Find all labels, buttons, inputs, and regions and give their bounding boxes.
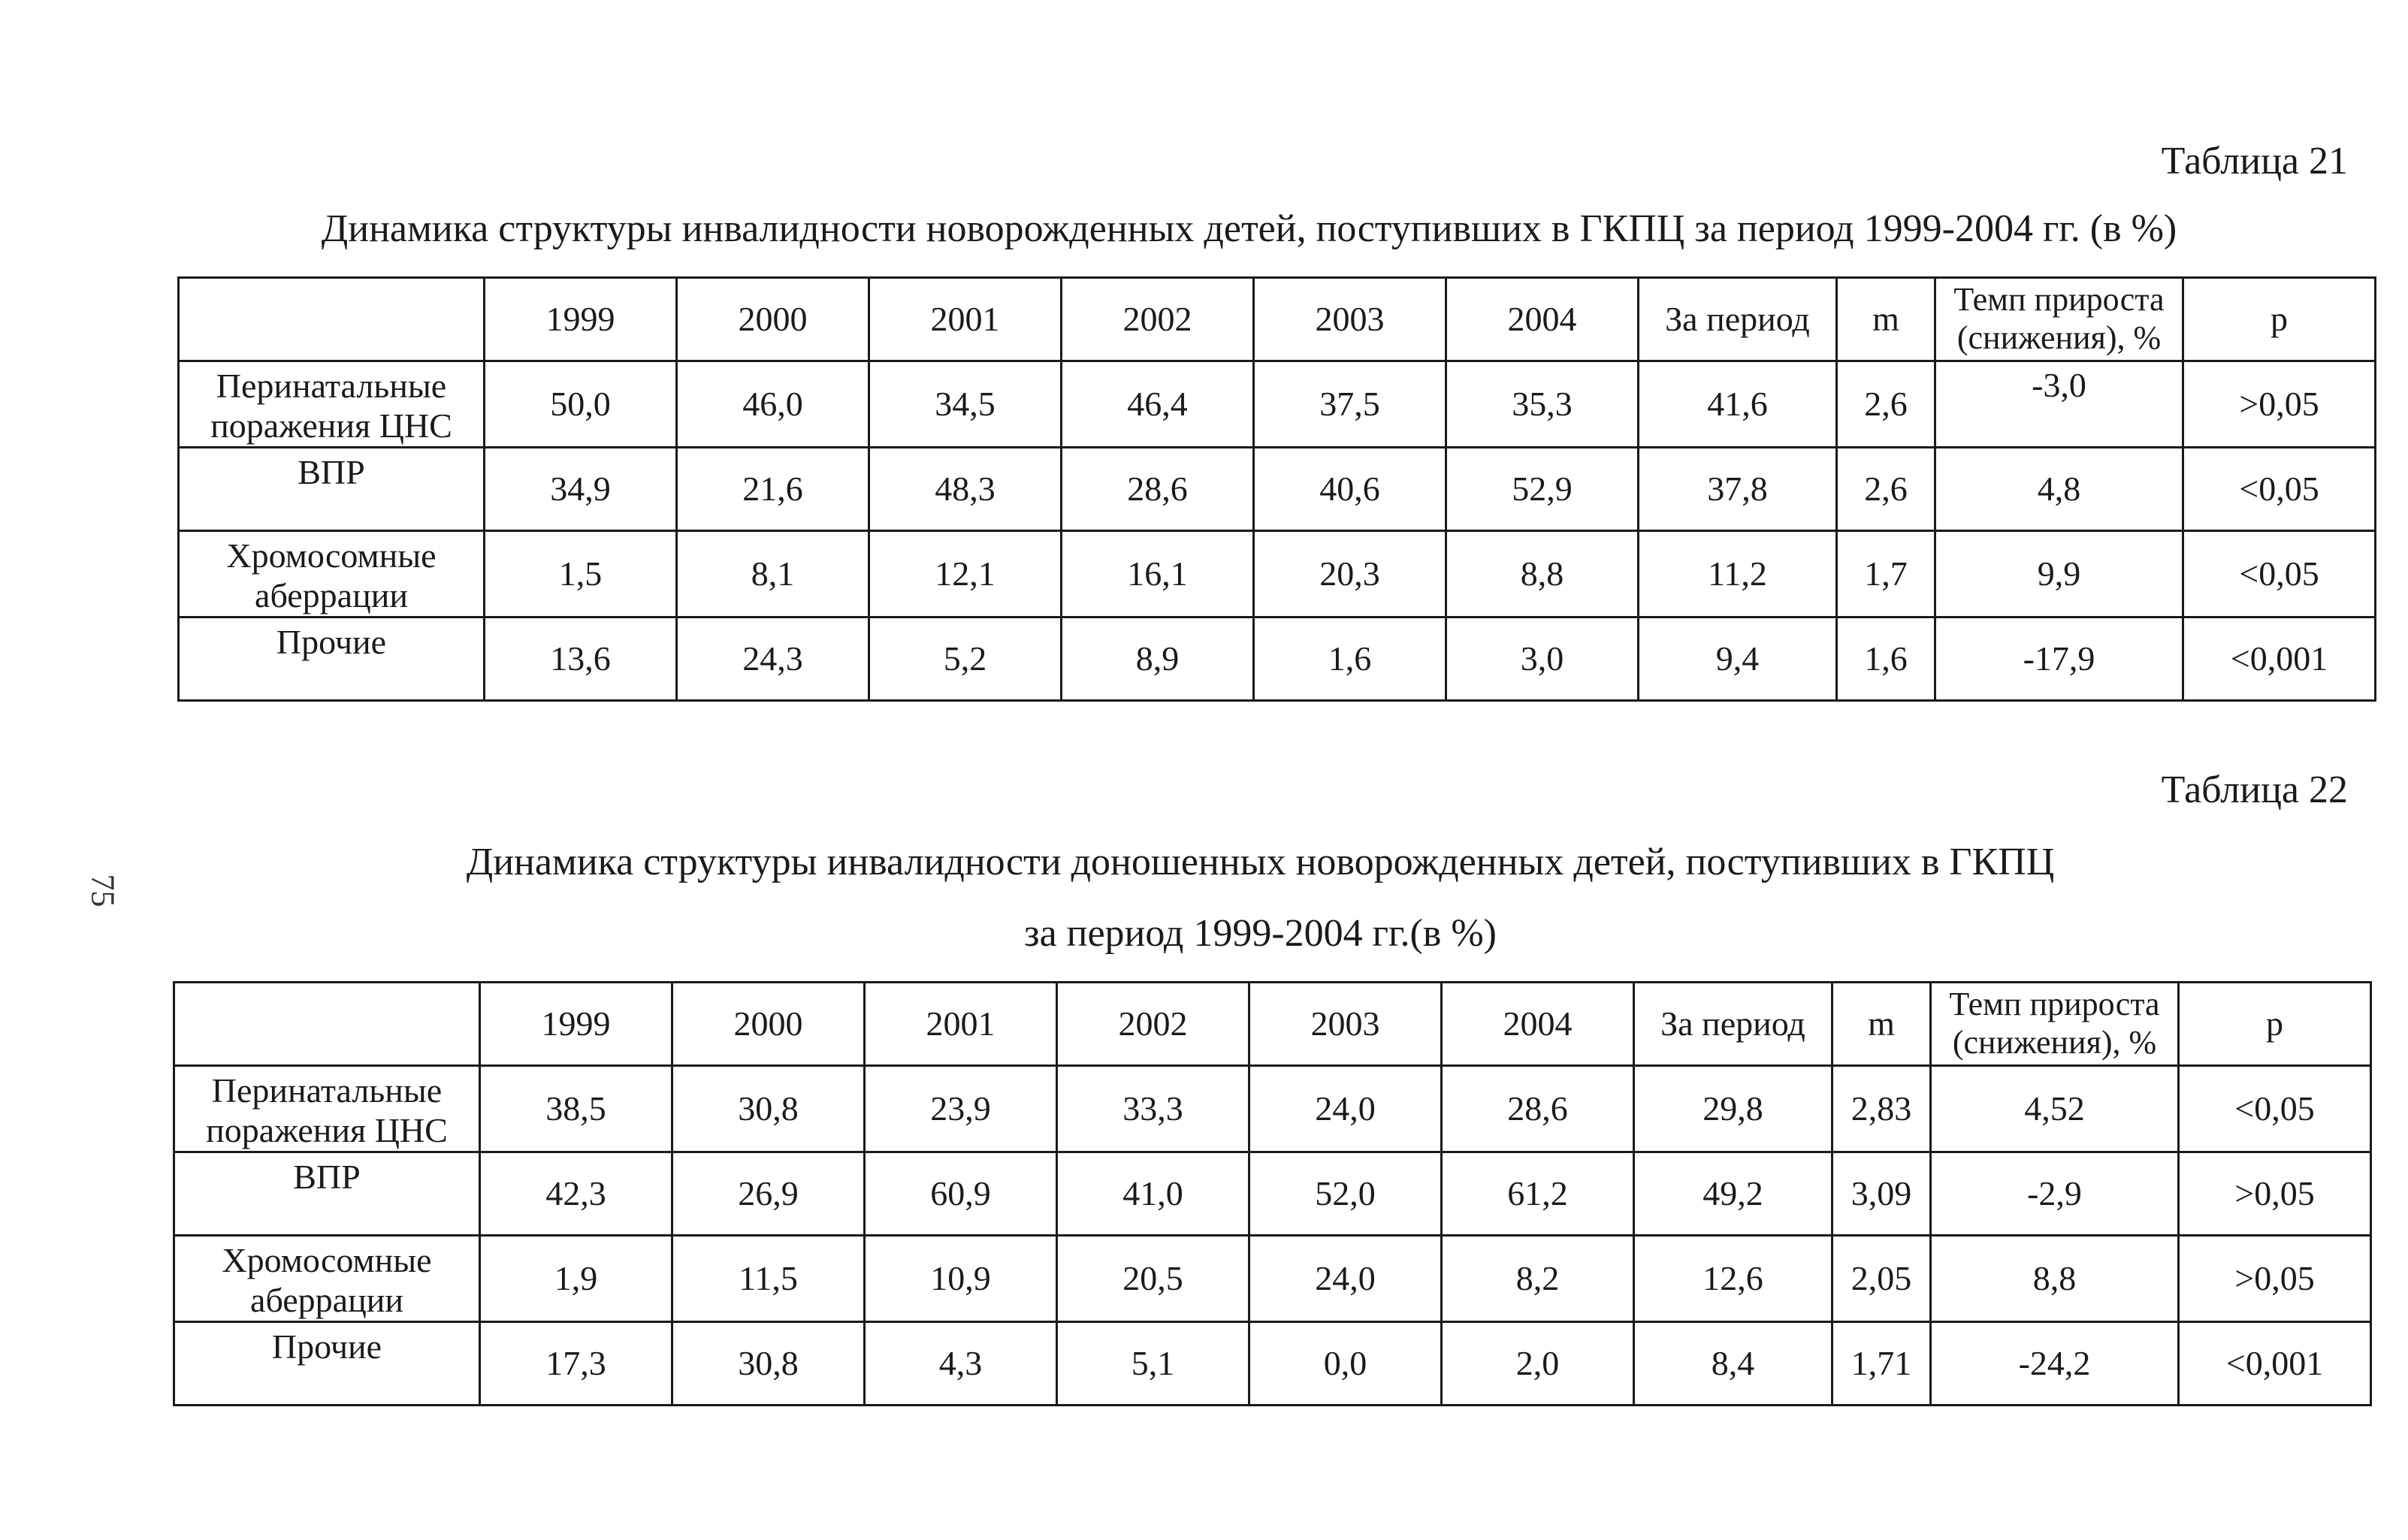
table-cell: 21,6 — [677, 447, 869, 530]
table-row — [174, 1066, 2371, 1152]
header-cell: 2001 — [865, 983, 1057, 1066]
table-cell: 20,5 — [1057, 1235, 1249, 1321]
table-21-label: Таблица 21 — [2161, 140, 2348, 183]
table-row — [179, 617, 2376, 700]
table-cell: 37,8 — [1639, 447, 1837, 530]
table-cell: >0,05 — [2183, 361, 2376, 448]
table-cell: 1,7 — [1837, 530, 1935, 617]
header-cell: 2001 — [869, 278, 1062, 361]
table-cell: 20,3 — [1254, 530, 1446, 617]
table-cell: -17,9 — [1935, 617, 2183, 700]
header-cell: 2004 — [1446, 278, 1639, 361]
table-cell: 8,9 — [1062, 617, 1254, 700]
header-cell: 2000 — [677, 278, 869, 361]
page-number: 75 — [84, 874, 122, 907]
table-cell: 9,4 — [1639, 617, 1837, 700]
table-cell: 23,9 — [865, 1066, 1057, 1152]
table-cell: 1,5 — [485, 530, 677, 617]
table-header-row — [179, 278, 2376, 361]
header-cell: 1999 — [480, 983, 672, 1066]
header-cell: 1999 — [485, 278, 677, 361]
table-cell: 8,8 — [1931, 1235, 2179, 1321]
table-22 — [173, 981, 2372, 1406]
table-cell: 28,6 — [1062, 447, 1254, 530]
table-cell: 13,6 — [485, 617, 677, 700]
table-cell: 5,1 — [1057, 1321, 1249, 1405]
table-cell: 1,9 — [480, 1235, 672, 1321]
header-cell: 2003 — [1254, 278, 1446, 361]
row-label: Хромосомные аберрации — [174, 1235, 480, 1321]
table-cell: 2,05 — [1832, 1235, 1931, 1321]
table-cell: -24,2 — [1931, 1321, 2179, 1405]
table-cell: 28,6 — [1442, 1066, 1634, 1152]
table-cell: 2,0 — [1442, 1321, 1634, 1405]
table-cell: 38,5 — [480, 1066, 672, 1152]
header-cell: 2002 — [1062, 278, 1254, 361]
table-cell: 11,2 — [1639, 530, 1837, 617]
table-cell: 1,6 — [1837, 617, 1935, 700]
header-cell: 2002 — [1057, 983, 1249, 1066]
table-cell: 17,3 — [480, 1321, 672, 1405]
table-cell: -3,0 — [1935, 361, 2183, 448]
table-cell: 2,83 — [1832, 1066, 1931, 1152]
table-cell: 12,6 — [1634, 1235, 1832, 1321]
header-cell: Темп прироста (снижения), % — [1931, 983, 2179, 1066]
table-cell: 30,8 — [672, 1066, 865, 1152]
table-cell: 60,9 — [865, 1152, 1057, 1235]
table-cell: 24,0 — [1249, 1235, 1442, 1321]
table-cell: <0,05 — [2179, 1066, 2371, 1152]
table-cell: 29,8 — [1634, 1066, 1832, 1152]
table-cell: 41,0 — [1057, 1152, 1249, 1235]
table-cell: <0,001 — [2183, 617, 2376, 700]
table-cell: 34,9 — [485, 447, 677, 530]
table-21-title: Динамика структуры инвалидности новорожденных детей, поступивших в ГКПЦ за период 1999-2004 гг. (в %) — [321, 207, 2177, 250]
header-cell — [179, 278, 485, 361]
table-cell: 46,0 — [677, 361, 869, 448]
table-cell: 4,52 — [1931, 1066, 2179, 1152]
header-cell: За период — [1634, 983, 1832, 1066]
table-cell: 52,0 — [1249, 1152, 1442, 1235]
table-cell: 61,2 — [1442, 1152, 1634, 1235]
table-cell: 30,8 — [672, 1321, 865, 1405]
table-21 — [177, 276, 2376, 702]
header-cell — [174, 983, 480, 1066]
table-cell: 3,0 — [1446, 617, 1639, 700]
table-cell: -2,9 — [1931, 1152, 2179, 1235]
row-label: Прочие — [174, 1321, 480, 1405]
header-cell: m — [1837, 278, 1935, 361]
table-cell: 3,09 — [1832, 1152, 1931, 1235]
table-cell: 16,1 — [1062, 530, 1254, 617]
row-label: ВПР — [179, 447, 485, 530]
table-cell: 24,0 — [1249, 1066, 1442, 1152]
table-row — [179, 361, 2376, 448]
table-row — [174, 1321, 2371, 1405]
table-cell: 12,1 — [869, 530, 1062, 617]
table-cell: 26,9 — [672, 1152, 865, 1235]
table-cell: 8,4 — [1634, 1321, 1832, 1405]
table-cell: 10,9 — [865, 1235, 1057, 1321]
header-cell: 2003 — [1249, 983, 1442, 1066]
table-cell: 35,3 — [1446, 361, 1639, 448]
table-cell: 49,2 — [1634, 1152, 1832, 1235]
table-cell: 2,6 — [1837, 361, 1935, 448]
row-label: Перинатальные поражения ЦНС — [174, 1066, 480, 1152]
table-cell: 11,5 — [672, 1235, 865, 1321]
table-22-title-line-1: Динамика структуры инвалидности доношенных новорожденных детей, поступивших в ГКПЦ — [466, 841, 2055, 883]
table-cell: 48,3 — [869, 447, 1062, 530]
table-cell: <0,05 — [2183, 530, 2376, 617]
header-cell: 2004 — [1442, 983, 1634, 1066]
table-cell: 24,3 — [677, 617, 869, 700]
table-row — [174, 1152, 2371, 1235]
table-cell: 50,0 — [485, 361, 677, 448]
table-cell: 2,6 — [1837, 447, 1935, 530]
table-cell: 9,9 — [1935, 530, 2183, 617]
table-cell: 34,5 — [869, 361, 1062, 448]
table-cell: 8,2 — [1442, 1235, 1634, 1321]
table-row — [174, 1235, 2371, 1321]
table-22-title-line-2: за период 1999-2004 гг.(в %) — [1024, 912, 1497, 955]
row-label: Прочие — [179, 617, 485, 700]
header-cell: m — [1832, 983, 1931, 1066]
table-cell: 0,0 — [1249, 1321, 1442, 1405]
table-cell: 52,9 — [1446, 447, 1639, 530]
table-cell: <0,001 — [2179, 1321, 2371, 1405]
table-cell: 1,6 — [1254, 617, 1446, 700]
header-cell: Темп прироста (снижения), % — [1935, 278, 2183, 361]
table-cell: 8,8 — [1446, 530, 1639, 617]
table-cell: 5,2 — [869, 617, 1062, 700]
table-cell: 40,6 — [1254, 447, 1446, 530]
row-label: Хромосомные аберрации — [179, 530, 485, 617]
table-cell: 46,4 — [1062, 361, 1254, 448]
table-cell: 41,6 — [1639, 361, 1837, 448]
table-row — [179, 530, 2376, 617]
row-label: Перинатальные поражения ЦНС — [179, 361, 485, 448]
table-header-row — [174, 983, 2371, 1066]
header-cell: За период — [1639, 278, 1837, 361]
table-cell: 8,1 — [677, 530, 869, 617]
table-cell: 4,8 — [1935, 447, 2183, 530]
row-label: ВПР — [174, 1152, 480, 1235]
table-row — [179, 447, 2376, 530]
table-cell: 33,3 — [1057, 1066, 1249, 1152]
table-cell: >0,05 — [2179, 1235, 2371, 1321]
header-cell: 2000 — [672, 983, 865, 1066]
table-cell: >0,05 — [2179, 1152, 2371, 1235]
header-cell: p — [2183, 278, 2376, 361]
table-cell: <0,05 — [2183, 447, 2376, 530]
table-22-label: Таблица 22 — [2161, 768, 2348, 811]
table-cell: 1,71 — [1832, 1321, 1931, 1405]
table-cell: 4,3 — [865, 1321, 1057, 1405]
table-cell: 42,3 — [480, 1152, 672, 1235]
header-cell: p — [2179, 983, 2371, 1066]
table-cell: 37,5 — [1254, 361, 1446, 448]
